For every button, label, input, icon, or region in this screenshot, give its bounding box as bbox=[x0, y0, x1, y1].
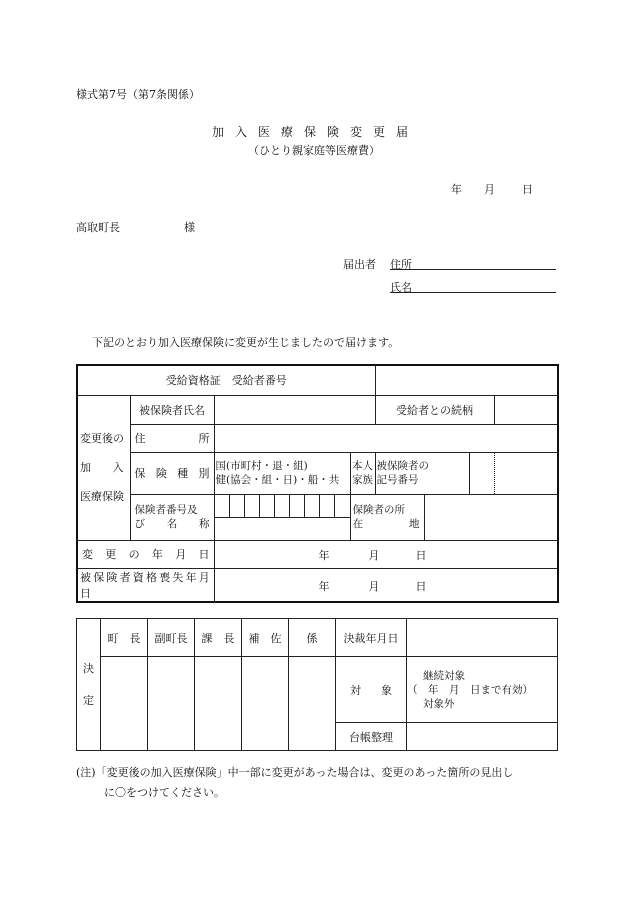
insurance-type-line1: 国(市町村・退・組) bbox=[215, 460, 308, 472]
cert-number-field[interactable] bbox=[375, 365, 558, 395]
insurance-type-label bbox=[130, 452, 214, 494]
address-row-label bbox=[130, 424, 214, 452]
intro-text: 下記のとおり加入医療保険に変更が生じましたので届けます。 bbox=[92, 336, 400, 349]
address-char-2: 所 bbox=[198, 432, 210, 445]
insurer-address-label bbox=[350, 494, 424, 540]
insurance-type-line2: 健(協会・組・日)・船・共 bbox=[215, 474, 340, 486]
addressee: 高取町長 bbox=[76, 221, 120, 234]
relation-field[interactable] bbox=[494, 395, 558, 424]
stamp-assistant[interactable] bbox=[242, 657, 289, 751]
decision-label bbox=[77, 619, 101, 751]
name-label: 氏名 bbox=[390, 281, 412, 294]
change-date-month: 月 bbox=[368, 549, 380, 562]
decision-char-2: 定 bbox=[83, 693, 94, 707]
insured-name-label: 被保険者氏名 bbox=[130, 395, 214, 424]
insured-name-field[interactable] bbox=[214, 395, 375, 424]
target-char-2: 象 bbox=[381, 683, 392, 697]
digit-box[interactable] bbox=[320, 495, 335, 517]
symbol-field[interactable] bbox=[469, 452, 494, 494]
col-mayor: 町 長 bbox=[101, 619, 148, 657]
target-char-1: 対 bbox=[350, 683, 361, 697]
digit-box[interactable] bbox=[305, 495, 320, 517]
target-continue: 継続対象 bbox=[423, 669, 465, 682]
address-input-line[interactable] bbox=[390, 269, 556, 270]
loss-date-label: 被保険者資格喪失年月日 bbox=[77, 568, 214, 602]
change-date-year: 年 bbox=[318, 549, 330, 562]
decision-char-1: 決 bbox=[83, 661, 94, 675]
digit-box[interactable] bbox=[275, 495, 290, 517]
insurance-type-char-2: 険 bbox=[155, 467, 167, 480]
cert-number-label: 受給資格証 受給者番号 bbox=[77, 365, 375, 395]
change-date-char-5: 月 bbox=[175, 548, 187, 561]
insurer-no-line1: 保険者番号及 bbox=[134, 504, 198, 516]
digit-box[interactable] bbox=[260, 495, 275, 517]
col-staff: 係 bbox=[289, 619, 336, 657]
target-options[interactable] bbox=[407, 657, 558, 723]
insurance-type-char-3: 種 bbox=[177, 467, 189, 480]
address-label: 住所 bbox=[390, 258, 412, 271]
target-excluded: 対象外 bbox=[423, 697, 455, 710]
note-line1: (注)「変更後の加入医療保険」中一部に変更があった場合は、変更のあった箇所の見出し bbox=[76, 766, 514, 779]
form-subtitle: （ひとり親家庭等医療費） bbox=[248, 144, 380, 157]
symbol-line1: 被保険者の bbox=[376, 460, 429, 472]
col-assistant: 補 佐 bbox=[242, 619, 289, 657]
target-valid-until: （ 年 月 日まで有効） bbox=[407, 683, 533, 696]
name-input-line[interactable] bbox=[390, 292, 556, 293]
form-number: 様式第7号（第7条関係） bbox=[76, 88, 200, 101]
main-form-table bbox=[76, 364, 559, 603]
change-date-char-2: 更 bbox=[105, 548, 117, 561]
stamp-deputy-mayor[interactable] bbox=[148, 657, 195, 751]
note-line2: に〇をつけてください。 bbox=[104, 786, 225, 799]
target-label bbox=[336, 657, 407, 723]
section-label-line3: 医療保険 bbox=[80, 490, 124, 503]
decision-date-label: 決裁年月日 bbox=[336, 619, 407, 657]
change-date-char-6: 日 bbox=[198, 548, 210, 561]
section-label-ka: 加 bbox=[80, 461, 91, 474]
insurer-addr-char-2: 地 bbox=[409, 518, 420, 530]
decision-table bbox=[76, 618, 558, 751]
section-label-nyu: 入 bbox=[112, 461, 124, 474]
change-date-label bbox=[77, 540, 214, 568]
insurer-no-char-1: び bbox=[134, 518, 145, 530]
symbol-number-label bbox=[375, 452, 469, 494]
ledger-label: 台帳整理 bbox=[336, 723, 407, 751]
addressee-suffix: 様 bbox=[184, 221, 195, 234]
insurer-no-char-3: 称 bbox=[199, 518, 210, 530]
change-date-day: 日 bbox=[415, 549, 427, 562]
address-field[interactable] bbox=[214, 424, 558, 452]
digit-box[interactable] bbox=[245, 495, 260, 517]
insurer-addr-line1: 保険者の所 bbox=[352, 504, 405, 516]
address-char-1: 住 bbox=[134, 432, 146, 445]
date-month: 月 bbox=[484, 183, 495, 196]
date-day: 日 bbox=[522, 183, 533, 196]
insurer-address-field[interactable] bbox=[424, 494, 558, 540]
symbol-line2: 記号番号 bbox=[376, 474, 419, 486]
col-deputy-mayor: 副町長 bbox=[148, 619, 195, 657]
decision-date-field[interactable] bbox=[407, 619, 558, 657]
digit-box[interactable] bbox=[215, 495, 230, 517]
self-option: 本人 bbox=[352, 460, 373, 472]
section-label-line2 bbox=[78, 453, 130, 482]
insurance-type-options[interactable] bbox=[214, 452, 350, 494]
insurer-number-field[interactable] bbox=[214, 494, 350, 540]
form-title: 加入医療保険変更届 bbox=[212, 125, 420, 139]
col-section-chief: 課 長 bbox=[195, 619, 242, 657]
digit-box[interactable] bbox=[230, 495, 245, 517]
digit-box[interactable] bbox=[290, 495, 305, 517]
insurance-type-char-4: 別 bbox=[198, 467, 210, 480]
insurer-number-label bbox=[130, 494, 214, 540]
stamp-staff[interactable] bbox=[289, 657, 336, 751]
insurer-no-char-2: 名 bbox=[166, 518, 178, 530]
ledger-field[interactable] bbox=[407, 723, 558, 751]
loss-date-day: 日 bbox=[415, 579, 427, 593]
loss-date-field[interactable] bbox=[214, 568, 558, 602]
loss-date-year: 年 bbox=[318, 579, 330, 593]
notifier-label: 届出者 bbox=[343, 258, 376, 271]
stamp-section-chief[interactable] bbox=[195, 657, 242, 751]
loss-date-month: 月 bbox=[368, 579, 380, 593]
self-family-options[interactable] bbox=[350, 452, 375, 494]
section-label bbox=[77, 395, 130, 540]
change-date-char-4: 年 bbox=[151, 548, 163, 561]
insurer-digit-boxes bbox=[215, 495, 350, 518]
change-date-char-1: 変 bbox=[82, 548, 93, 561]
section-label-line1: 変更後の bbox=[80, 432, 124, 445]
family-option: 家族 bbox=[352, 474, 373, 486]
change-date-field[interactable] bbox=[214, 540, 558, 568]
change-date-char-3: の bbox=[128, 548, 140, 561]
date-year: 年 bbox=[451, 183, 462, 196]
number-field[interactable] bbox=[494, 452, 558, 494]
insurer-addr-char-1: 在 bbox=[352, 518, 363, 530]
relation-label: 受給者との続柄 bbox=[375, 395, 494, 424]
insurance-type-char-1: 保 bbox=[134, 467, 146, 480]
stamp-mayor[interactable] bbox=[101, 657, 148, 751]
